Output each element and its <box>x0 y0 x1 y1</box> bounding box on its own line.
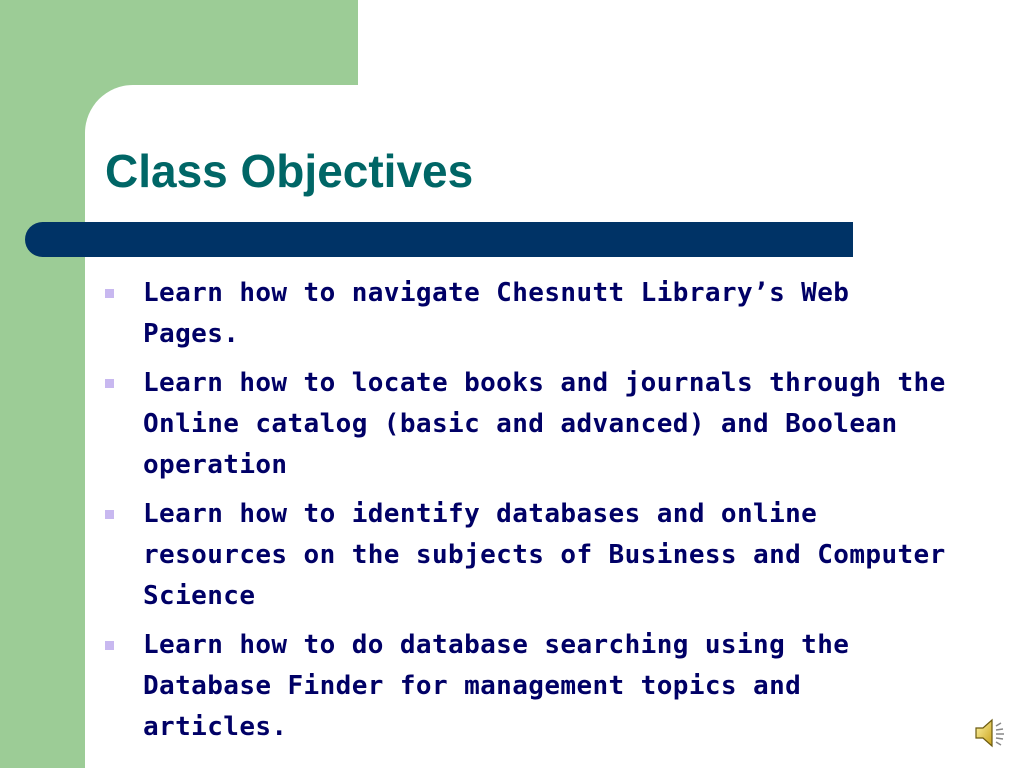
bullet-item <box>104 625 954 748</box>
slide-title: Class Objectives <box>105 145 474 197</box>
bullet-text: Learn how to identify databases and online resources on the subjects of Business and Computer Science <box>143 499 946 611</box>
title-divider-bar <box>25 222 853 257</box>
square-bullet-icon <box>105 641 114 650</box>
bullet-item <box>104 273 954 355</box>
square-bullet-icon <box>105 510 114 519</box>
bullet-text: Learn how to do database searching using the Database Finder for management topics and articles. <box>143 630 850 742</box>
bullet-text: Learn how to locate books and journals through the Online catalog (basic and advanced) and Boolean operation <box>143 368 946 480</box>
square-bullet-icon <box>105 289 114 298</box>
bullet-item <box>104 363 954 486</box>
bullet-text: Learn how to navigate Chesnutt Library’s Web Pages. <box>143 278 850 349</box>
square-bullet-icon <box>105 379 114 388</box>
bullet-item <box>104 494 954 617</box>
bullet-list <box>104 273 954 756</box>
speaker-icon[interactable] <box>972 714 1010 752</box>
